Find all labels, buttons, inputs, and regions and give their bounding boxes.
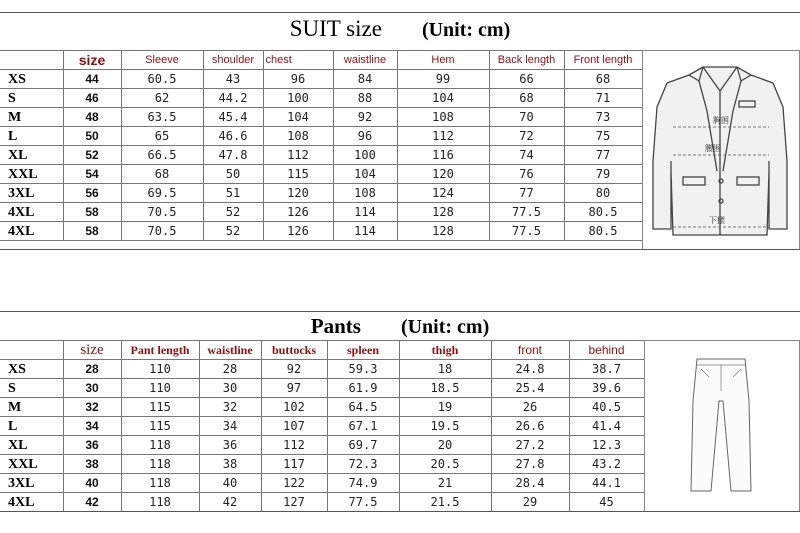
measurement-cell: 118 <box>121 493 199 512</box>
size-label: 4XL <box>0 493 63 512</box>
measurement-cell: 41.4 <box>569 417 644 436</box>
col-header-chest: chest <box>263 51 333 70</box>
size-number-cell: 36 <box>63 436 121 455</box>
measurement-cell: 27.8 <box>491 455 569 474</box>
size-label: 3XL <box>0 184 63 203</box>
measurement-cell: 18.5 <box>399 379 491 398</box>
measurement-cell: 124 <box>397 184 489 203</box>
measurement-cell: 26 <box>491 398 569 417</box>
size-number-cell: 42 <box>63 493 121 512</box>
measurement-cell: 112 <box>261 436 327 455</box>
measurement-cell: 118 <box>121 455 199 474</box>
pants-diagram <box>644 340 800 512</box>
col-header-size: size <box>63 341 121 360</box>
col-header-thigh: thigh <box>399 341 491 360</box>
size-label: 4XL <box>0 222 63 241</box>
measurement-cell: 102 <box>261 398 327 417</box>
pants-icon <box>645 341 799 511</box>
measurement-cell: 84 <box>333 70 397 89</box>
size-label: L <box>0 127 63 146</box>
measurement-cell: 75 <box>564 127 642 146</box>
col-header-pant-length: Pant length <box>121 341 199 360</box>
col-header-sleeve: Sleeve <box>121 51 203 70</box>
measurement-cell: 116 <box>397 146 489 165</box>
pants-table-body <box>0 360 644 512</box>
measurement-cell: 39.6 <box>569 379 644 398</box>
measurement-cell: 100 <box>333 146 397 165</box>
measurement-cell: 20.5 <box>399 455 491 474</box>
measurement-cell: 108 <box>333 184 397 203</box>
measurement-cell: 21 <box>399 474 491 493</box>
measurement-cell: 120 <box>397 165 489 184</box>
measurement-cell: 30 <box>199 379 261 398</box>
size-label: 3XL <box>0 474 63 493</box>
size-label: M <box>0 398 63 417</box>
suit-bottom-rule <box>0 249 800 250</box>
diagram-label-waist: 腰围 <box>705 144 721 153</box>
size-number-cell: 44 <box>63 70 121 89</box>
measurement-cell: 65 <box>121 127 203 146</box>
measurement-cell: 43 <box>203 70 263 89</box>
size-number-cell: 54 <box>63 165 121 184</box>
measurement-cell: 19.5 <box>399 417 491 436</box>
measurement-cell: 96 <box>333 127 397 146</box>
size-number-cell: 38 <box>63 455 121 474</box>
suit-unit: (Unit: cm) <box>421 19 511 41</box>
measurement-cell: 72 <box>489 127 564 146</box>
measurement-cell: 63.5 <box>121 108 203 127</box>
measurement-cell: 107 <box>261 417 327 436</box>
suit-header-row <box>0 51 642 70</box>
measurement-cell: 77 <box>564 146 642 165</box>
measurement-cell: 92 <box>333 108 397 127</box>
measurement-cell: 40 <box>199 474 261 493</box>
measurement-cell: 100 <box>263 89 333 108</box>
col-header-behind: behind <box>569 341 644 360</box>
measurement-cell: 115 <box>121 398 199 417</box>
diagram-label-chest: 胸围 <box>713 116 729 125</box>
measurement-cell: 118 <box>121 474 199 493</box>
size-number-cell: 58 <box>63 222 121 241</box>
measurement-cell: 115 <box>121 417 199 436</box>
measurement-cell: 52 <box>203 222 263 241</box>
size-number-cell: 56 <box>63 184 121 203</box>
measurement-cell: 70.5 <box>121 222 203 241</box>
size-label: XL <box>0 146 63 165</box>
size-number-cell: 52 <box>63 146 121 165</box>
measurement-cell: 50 <box>203 165 263 184</box>
measurement-cell: 112 <box>263 146 333 165</box>
pants-header-row <box>0 341 644 360</box>
measurement-cell: 20 <box>399 436 491 455</box>
size-label: XL <box>0 436 63 455</box>
suit-size-table <box>0 50 643 241</box>
measurement-cell: 42 <box>199 493 261 512</box>
pants-table-row <box>0 493 644 512</box>
size-number-cell: 28 <box>63 360 121 379</box>
measurement-cell: 74.9 <box>327 474 399 493</box>
col-header-hem: Hem <box>397 51 489 70</box>
measurement-cell: 40.5 <box>569 398 644 417</box>
pants-top-rule <box>0 311 800 312</box>
suit-table-row <box>0 127 642 146</box>
measurement-cell: 80.5 <box>564 203 642 222</box>
pants-table-row <box>0 474 644 493</box>
measurement-cell: 97 <box>261 379 327 398</box>
pants-table-row <box>0 417 644 436</box>
suit-table-row <box>0 222 642 241</box>
corner-cell <box>0 341 63 360</box>
pants-table-row <box>0 436 644 455</box>
measurement-cell: 79 <box>564 165 642 184</box>
measurement-cell: 118 <box>121 436 199 455</box>
measurement-cell: 19 <box>399 398 491 417</box>
measurement-cell: 68 <box>564 70 642 89</box>
measurement-cell: 77.5 <box>489 222 564 241</box>
suit-title-line <box>0 16 800 46</box>
measurement-cell: 62 <box>121 89 203 108</box>
suit-title: SUIT size <box>289 16 382 41</box>
measurement-cell: 99 <box>397 70 489 89</box>
col-header-front: front <box>491 341 569 360</box>
measurement-cell: 114 <box>333 203 397 222</box>
measurement-cell: 112 <box>397 127 489 146</box>
measurement-cell: 108 <box>397 108 489 127</box>
measurement-cell: 21.5 <box>399 493 491 512</box>
measurement-cell: 122 <box>261 474 327 493</box>
measurement-cell: 72.3 <box>327 455 399 474</box>
measurement-cell: 96 <box>263 70 333 89</box>
col-header-buttocks: buttocks <box>261 341 327 360</box>
measurement-cell: 51 <box>203 184 263 203</box>
corner-cell <box>0 51 63 70</box>
pants-unit: (Unit: cm) <box>400 316 490 338</box>
measurement-cell: 115 <box>263 165 333 184</box>
measurement-cell: 104 <box>397 89 489 108</box>
size-label: S <box>0 379 63 398</box>
measurement-cell: 12.3 <box>569 436 644 455</box>
measurement-cell: 104 <box>263 108 333 127</box>
suit-table-body <box>0 70 642 241</box>
measurement-cell: 77.5 <box>327 493 399 512</box>
suit-table-row <box>0 184 642 203</box>
size-number-cell: 34 <box>63 417 121 436</box>
measurement-cell: 43.2 <box>569 455 644 474</box>
measurement-cell: 68 <box>121 165 203 184</box>
measurement-cell: 27.2 <box>491 436 569 455</box>
measurement-cell: 34 <box>199 417 261 436</box>
col-header-front-length: Front length <box>564 51 642 70</box>
measurement-cell: 44.2 <box>203 89 263 108</box>
measurement-cell: 80.5 <box>564 222 642 241</box>
measurement-cell: 29 <box>491 493 569 512</box>
measurement-cell: 32 <box>199 398 261 417</box>
col-header-spleen: spleen <box>327 341 399 360</box>
measurement-cell: 127 <box>261 493 327 512</box>
suit-table-row <box>0 70 642 89</box>
suit-table-row <box>0 108 642 127</box>
measurement-cell: 126 <box>263 203 333 222</box>
pants-title: Pants <box>310 314 361 338</box>
measurement-cell: 45 <box>569 493 644 512</box>
col-header-back-length: Back length <box>489 51 564 70</box>
measurement-cell: 71 <box>564 89 642 108</box>
top-rule <box>0 12 800 13</box>
measurement-cell: 69.7 <box>327 436 399 455</box>
suit-jacket-diagram <box>642 50 800 250</box>
diagram-label-hem: 下摆 <box>709 216 725 225</box>
measurement-cell: 67.1 <box>327 417 399 436</box>
measurement-cell: 70.5 <box>121 203 203 222</box>
col-header-waistline: waistline <box>199 341 261 360</box>
measurement-cell: 38.7 <box>569 360 644 379</box>
size-number-cell: 48 <box>63 108 121 127</box>
measurement-cell: 114 <box>333 222 397 241</box>
size-label: 4XL <box>0 203 63 222</box>
size-number-cell: 30 <box>63 379 121 398</box>
measurement-cell: 18 <box>399 360 491 379</box>
pants-table-row <box>0 360 644 379</box>
measurement-cell: 28.4 <box>491 474 569 493</box>
suit-table-row <box>0 89 642 108</box>
size-label: S <box>0 89 63 108</box>
measurement-cell: 88 <box>333 89 397 108</box>
size-label: XS <box>0 70 63 89</box>
measurement-cell: 45.4 <box>203 108 263 127</box>
suit-table-row <box>0 203 642 222</box>
measurement-cell: 69.5 <box>121 184 203 203</box>
measurement-cell: 76 <box>489 165 564 184</box>
measurement-cell: 52 <box>203 203 263 222</box>
pants-bottom-rule <box>0 511 800 512</box>
measurement-cell: 25.4 <box>491 379 569 398</box>
size-number-cell: 50 <box>63 127 121 146</box>
measurement-cell: 61.9 <box>327 379 399 398</box>
measurement-cell: 70 <box>489 108 564 127</box>
measurement-cell: 104 <box>333 165 397 184</box>
measurement-cell: 110 <box>121 379 199 398</box>
measurement-cell: 44.1 <box>569 474 644 493</box>
pants-title-line <box>0 314 800 340</box>
measurement-cell: 110 <box>121 360 199 379</box>
size-label: M <box>0 108 63 127</box>
size-label: XS <box>0 360 63 379</box>
measurement-cell: 66 <box>489 70 564 89</box>
measurement-cell: 128 <box>397 222 489 241</box>
pants-table-row <box>0 455 644 474</box>
col-header-shoulder: shoulder <box>203 51 263 70</box>
suit-table-row <box>0 165 642 184</box>
measurement-cell: 77.5 <box>489 203 564 222</box>
col-header-waistline: waistline <box>333 51 397 70</box>
measurement-cell: 47.8 <box>203 146 263 165</box>
measurement-cell: 128 <box>397 203 489 222</box>
size-number-cell: 58 <box>63 203 121 222</box>
measurement-cell: 26.6 <box>491 417 569 436</box>
size-number-cell: 32 <box>63 398 121 417</box>
measurement-cell: 92 <box>261 360 327 379</box>
size-number-cell: 40 <box>63 474 121 493</box>
measurement-cell: 80 <box>564 184 642 203</box>
pants-size-table <box>0 340 645 512</box>
measurement-cell: 108 <box>263 127 333 146</box>
measurement-cell: 46.6 <box>203 127 263 146</box>
size-label: XXL <box>0 165 63 184</box>
suit-table-row <box>0 146 642 165</box>
col-header-size: size <box>63 51 121 70</box>
measurement-cell: 73 <box>564 108 642 127</box>
size-number-cell: 46 <box>63 89 121 108</box>
size-label: L <box>0 417 63 436</box>
measurement-cell: 68 <box>489 89 564 108</box>
measurement-cell: 64.5 <box>327 398 399 417</box>
measurement-cell: 74 <box>489 146 564 165</box>
size-label: XXL <box>0 455 63 474</box>
measurement-cell: 117 <box>261 455 327 474</box>
measurement-cell: 77 <box>489 184 564 203</box>
pants-table-row <box>0 398 644 417</box>
measurement-cell: 126 <box>263 222 333 241</box>
measurement-cell: 24.8 <box>491 360 569 379</box>
measurement-cell: 28 <box>199 360 261 379</box>
measurement-cell: 38 <box>199 455 261 474</box>
pants-table-row <box>0 379 644 398</box>
measurement-cell: 120 <box>263 184 333 203</box>
jacket-icon <box>643 51 799 249</box>
measurement-cell: 59.3 <box>327 360 399 379</box>
measurement-cell: 66.5 <box>121 146 203 165</box>
measurement-cell: 60.5 <box>121 70 203 89</box>
measurement-cell: 36 <box>199 436 261 455</box>
